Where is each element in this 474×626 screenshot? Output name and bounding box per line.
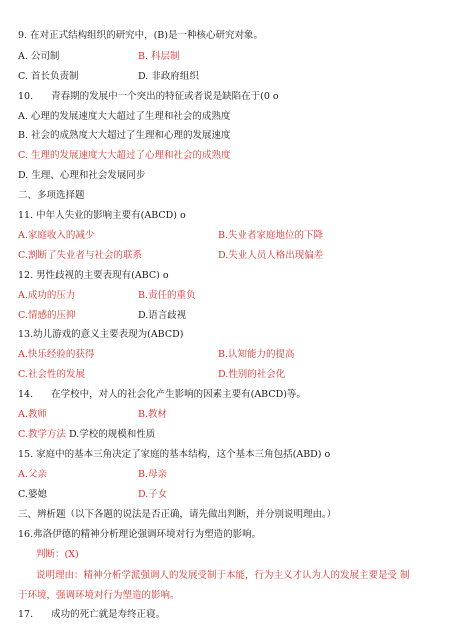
question-12-options-row-1 bbox=[18, 290, 196, 302]
question-13-stem: 13.幼儿游戏的意义主要表现为(ABCD) bbox=[18, 329, 184, 340]
option-c-answer: C.教学方法 bbox=[18, 429, 66, 440]
question-14-options-row-2 bbox=[18, 429, 155, 441]
question-11-stem: 11. 中年人失业的影响主要有(ABCD) o bbox=[18, 210, 186, 221]
question-number: 17. bbox=[18, 609, 34, 620]
question-text: 成功的死亡就是寿终正寝。 bbox=[51, 609, 166, 620]
option-a-answer: A.成功的压力 bbox=[18, 290, 76, 301]
option-a-answer: A.父亲 bbox=[18, 469, 47, 480]
option-c: C. 首长负责制 bbox=[18, 71, 79, 82]
option-d: D. 非政府组织 bbox=[138, 71, 199, 82]
question-9-options-row-1 bbox=[18, 51, 180, 63]
question-15-options-row-1 bbox=[18, 469, 168, 481]
option-d-answer: D.性别的社会化 bbox=[218, 369, 286, 380]
question-16-judgement: 判断：(X) bbox=[36, 549, 79, 560]
question-17-stem bbox=[18, 609, 165, 621]
question-10-option-d: D. 生理、心理和社会发展同步 bbox=[18, 170, 146, 181]
section-3-title: 三、辨析题（以下各题的说法是否正确，请先做出判断，并分别说明理由。） bbox=[18, 509, 337, 520]
question-number: 10. bbox=[18, 91, 34, 102]
option-b-answer: B. 科层制 bbox=[138, 51, 180, 62]
question-13-options-row-1 bbox=[18, 349, 295, 361]
question-10-option-b: B. 社会的成熟度大大超过了生理和心理的发展速度 bbox=[18, 130, 231, 141]
option-b-answer: B.母亲 bbox=[138, 469, 168, 480]
question-12-stem: 12. 男性歧视的主要表现有(ABC) o bbox=[18, 270, 169, 281]
option-d: D.学校的规模和性质 bbox=[65, 429, 156, 440]
question-16-reason-line-2: 于环境，强调环境对行为塑造的影响。 bbox=[18, 590, 180, 601]
question-11-options-row-2 bbox=[18, 250, 324, 262]
option-a-answer: A.家庭收入的减少 bbox=[18, 230, 95, 241]
option-d-answer: D.子女 bbox=[138, 489, 168, 500]
question-16-reason-line-1: 说明理由：精神分析学派强调人的发展受制于本能，行为主义才认为人的发展主要是受 制 bbox=[36, 570, 410, 581]
option-c-answer: C.情感的压抑 bbox=[18, 310, 76, 321]
question-10-option-c-answer: C. 生理的发展速度大大超过了心理和社会的成熟度 bbox=[18, 150, 231, 161]
question-12-options-row-2 bbox=[18, 310, 187, 322]
option-b-answer: B.责任的重负 bbox=[138, 290, 196, 301]
option-c-answer: C.割断了失业者与社会的联系 bbox=[18, 250, 142, 261]
question-10-option-a: A. 心理的发展速度大大超过了生理和社会的成熟度 bbox=[18, 111, 231, 122]
question-text: 青春期的发展中一个突出的特征或者说是缺陷在于(0 o bbox=[51, 91, 279, 102]
question-number: 14. bbox=[18, 389, 34, 400]
option-b-answer: B.教材 bbox=[138, 409, 168, 420]
question-13-options-row-2 bbox=[18, 369, 286, 381]
section-2-title: 二、多项选择题 bbox=[18, 190, 85, 201]
question-text: 在学校中，对人的社会化产生影响的因素主要有(ABCD)等。 bbox=[51, 389, 306, 400]
option-a: A. 公司制 bbox=[18, 51, 60, 62]
option-b-answer: B.认知能力的提高 bbox=[218, 349, 295, 360]
question-15-options-row-2 bbox=[18, 489, 168, 501]
option-a-answer: A.快乐经验的获得 bbox=[18, 349, 95, 360]
option-d-answer: D.失业人员人格出现偏差 bbox=[218, 250, 324, 261]
question-16-stem: 16.弗洛伊德的精神分析理论强调环境对行为塑造的影响。 bbox=[18, 529, 262, 540]
option-c-answer: C.社会性的发展 bbox=[18, 369, 85, 380]
question-9-options-row-2 bbox=[18, 71, 199, 83]
option-b-answer: B.失业者家庭地位的下降 bbox=[218, 230, 324, 241]
option-c: C.婆媳 bbox=[18, 489, 47, 500]
question-10-stem bbox=[18, 91, 279, 103]
question-11-options-row-1 bbox=[18, 230, 324, 242]
question-14-options-row-1 bbox=[18, 409, 168, 421]
option-d: D.语言歧视 bbox=[138, 310, 187, 321]
question-9-stem: 9. 在对正式结构组织的研究中，(B)是一种核心研究对象。 bbox=[18, 30, 263, 41]
question-14-stem bbox=[18, 389, 306, 401]
option-a-answer: A.教师 bbox=[18, 409, 47, 420]
question-15-stem: 15. 家庭中的基本三角决定了家庭的基本结构，这个基本三角包括(ABD) o bbox=[18, 449, 331, 460]
